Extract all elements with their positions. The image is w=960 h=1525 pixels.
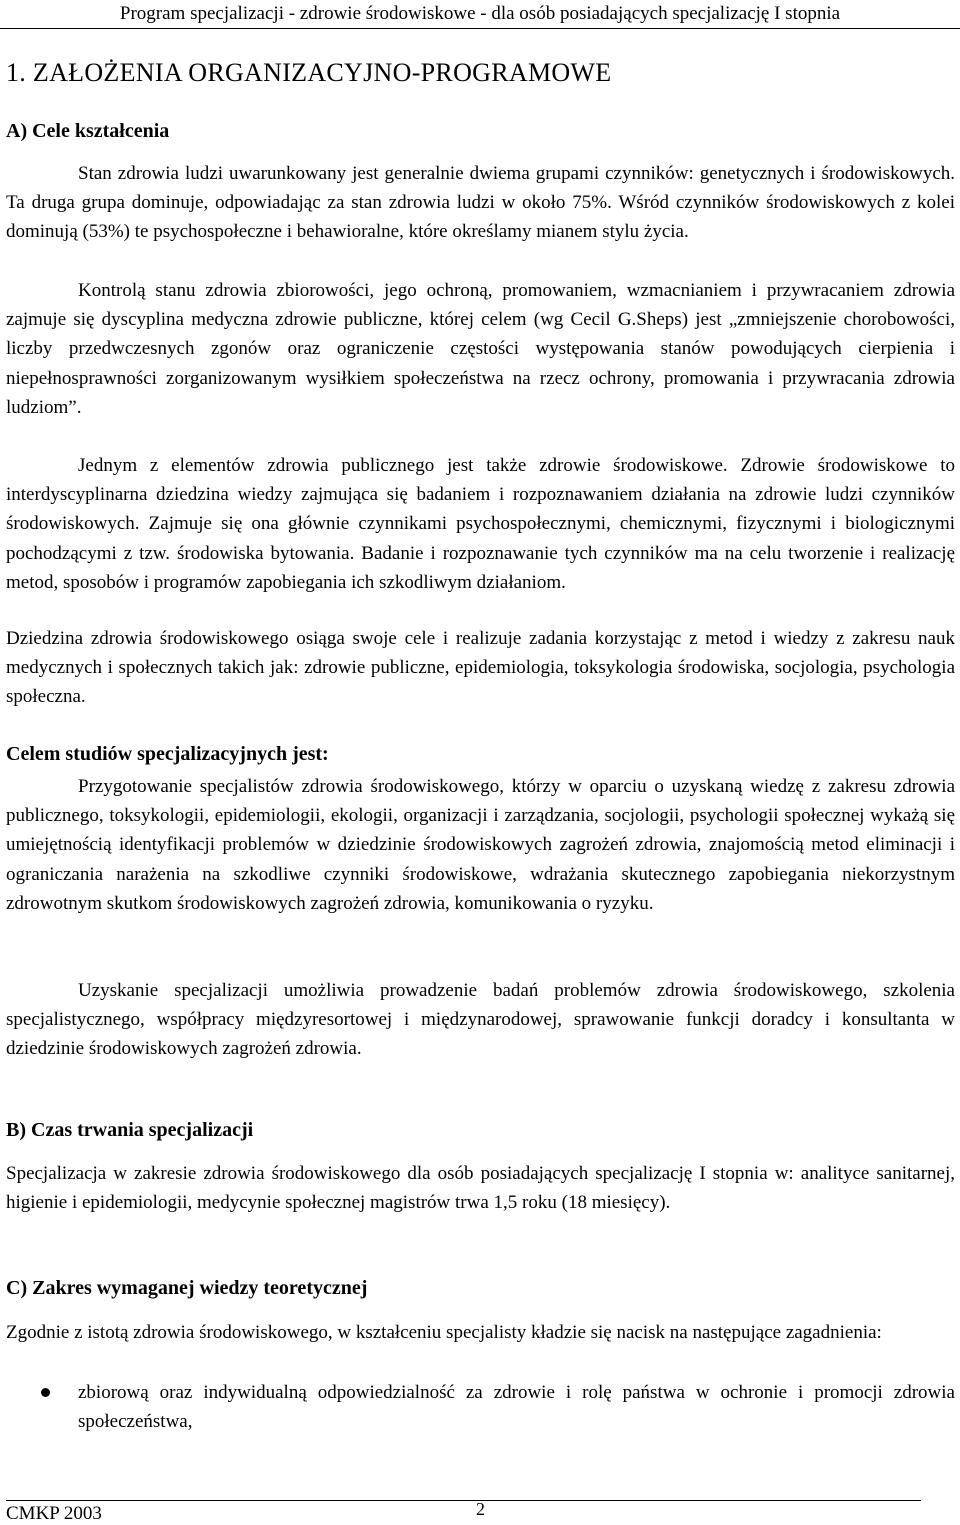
bullet-icon bbox=[41, 1388, 50, 1397]
section-heading-c: C) Zakres wymaganej wiedzy teoretycznej bbox=[6, 1277, 368, 1299]
paragraph: Zgodnie z istotą zdrowia środowiskowego, w kształceniu specjalisty kładzie się nacisk na następujące zagadnienia: bbox=[6, 1322, 882, 1343]
running-header: Program specjalizacji - zdrowie środowiskowe - dla osób posiadających specjalizację I stopnia bbox=[0, 0, 960, 29]
paragraph: Przygotowanie specjalistów zdrowia środowiskowego, którzy w oparciu o uzyskaną wiedzę z zakresu zdrowia publicznego, toksykologii, epidemiologii, ekologii, organizacji i zarządzania, socjologii, psychologii społecznej wykażą się umiejętnością identyfikacji problemów w dziedzinie środowiskowych zagrożeń zdrowia, znajomością metod eliminacji i ograniczania narażenia na szkodliwe czynniki środowiskowe, wdrażania skutecznego zapobiegania niekorzystnym zdrowotnym skutkom środowiskowych zagrożeń zdrowia, komunikowania o ryzyku. bbox=[6, 776, 955, 914]
page-number: 2 bbox=[476, 1499, 485, 1519]
list-item bbox=[6, 1378, 955, 1436]
goals-heading: Celem studiów specjalizacyjnych jest: bbox=[6, 743, 329, 765]
paragraph: Kontrolą stanu zdrowia zbiorowości, jego ochroną, promowaniem, wzmacnianiem i przywracaniem zdrowia zajmuje się dyscyplina medyczna zdrowie publiczne, której celem (wg Cecil G.Sheps) jest „zmniejszenie chorobowości, liczby przedwczesnych zgonów oraz ograniczenie częstości występowania stanów powodujących cierpienia i niepełnosprawności zorganizowanym wysiłkiem społeczeństwa na rzecz ochrony, promowania i przywracania zdrowia ludziom”. bbox=[6, 280, 955, 418]
paragraph: Jednym z elementów zdrowia publicznego jest także zdrowie środowiskowe. Zdrowie środowiskowe to interdyscyplinarna dziedzina wiedzy zajmująca się badaniem i rozpoznawaniem działania na zdrowie ludzi czynników środowiskowych. Zajmuje się ona głównie czynnikami psychospołecznymi, chemicznymi, fizycznymi i biologicznymi pochodzącymi z tzw. środowiska bytowania. Badanie i rozpoznawanie tych czynników ma na celu tworzenie i realizację metod, sposobów i programów zapobiegania ich szkodliwym działaniom. bbox=[6, 455, 955, 593]
footer-divider bbox=[6, 1500, 921, 1501]
section-heading-b: B) Czas trwania specjalizacji bbox=[6, 1119, 254, 1141]
paragraph: Specjalizacja w zakresie zdrowia środowiskowego dla osób posiadających specjalizację I stopnia w: analityce sanitarnej, higienie i epidemiologii, medycynie społecznej magistrów trwa 1,5 roku (18 miesięcy). bbox=[6, 1163, 955, 1214]
footer-label: CMKP 2003 bbox=[6, 1503, 102, 1524]
list-item-text: zbiorową oraz indywidualną odpowiedzialność za zdrowie i rolę państwa w ochronie i promocji zdrowia społeczeństwa, bbox=[78, 1382, 955, 1433]
paragraph: Dziedzina zdrowia środowiskowego osiąga swoje cele i realizuje zadania korzystając z metod i wiedzy z zakresu nauk medycznych i społecznych takich jak: zdrowie publiczne, epidemiologia, toksykologia środowiska, socjologia, psychologia społeczna. bbox=[6, 628, 955, 708]
section-heading-a: A) Cele kształcenia bbox=[6, 120, 170, 142]
main-title: 1. ZAŁOŻENIA ORGANIZACYJNO-PROGRAMOWE bbox=[6, 58, 612, 87]
paragraph: Uzyskanie specjalizacji umożliwia prowadzenie badań problemów zdrowia środowiskowego, szkolenia specjalistycznego, współpracy międzyresortowej i międzynarodowej, sprawowanie funkcji doradcy i konsultanta w dziedzinie środowiskowych zagrożeń zdrowia. bbox=[6, 980, 955, 1060]
paragraph: Stan zdrowia ludzi uwarunkowany jest generalnie dwiema grupami czynników: genetycznych i środowiskowych. Ta druga grupa dominuje, odpowiadając za stan zdrowia ludzi w około 75%. Wśród czynników środowiskowych z kolei dominują (53%) te psychospołeczne i behawioralne, które określamy mianem stylu życia. bbox=[6, 163, 955, 243]
